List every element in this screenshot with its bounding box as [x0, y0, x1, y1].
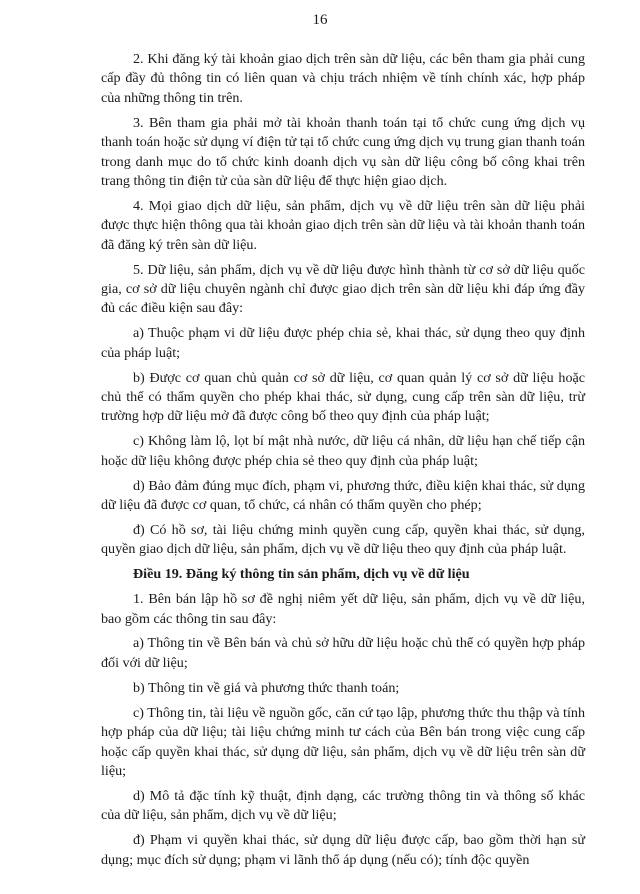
paragraph-item-d: d) Bảo đảm đúng mục đích, phạm vi, phương thức, điều kiện khai thác, sử dụng dữ liệu đã được cơ quan, tổ chức, cá nhân có thẩm quyền cho phép; [101, 477, 585, 514]
paragraph-item-dd: đ) Có hồ sơ, tài liệu chứng minh quyền cung cấp, quyền khai thác, sử dụng, quyền giao dịch dữ liệu, sản phẩm, dịch vụ về dữ liệu theo quy định của pháp luật. [101, 521, 585, 558]
paragraph-art19-item-a: a) Thông tin về Bên bán và chủ sở hữu dữ liệu hoặc chủ thể có quyền hợp pháp đối với dữ liệu; [101, 635, 585, 671]
paragraph-clause-3: 3. Bên tham gia phải mở tài khoản thanh toán tại tổ chức cung ứng dịch vụ thanh toán hoặc sử dụng ví điện tử tại tổ chức cung ứng dịch vụ trung gian thanh toán trong danh mục do tổ chức kinh doanh dịch vụ sàn dữ liệu công bố công khai trên trang thông tin điện tử của sàn dữ liệu để thực hiện giao dịch. [101, 114, 585, 189]
paragraph-item-b: b) Được cơ quan chủ quản cơ sở dữ liệu, cơ quan quản lý cơ sở dữ liệu hoặc chủ thể có thẩm quyền cho phép khai thác, sử dụng, cung cấp trên sàn dữ liệu, trừ trường hợp dữ liệu mở đã được công bố theo quy định của pháp luật; [101, 369, 585, 425]
paragraph-clause-2: 2. Khi đăng ký tài khoản giao dịch trên sàn dữ liệu, các bên tham gia phải cung cấp đầy đủ thông tin có liên quan và chịu trách nhiệm về tính chính xác, hợp pháp của những thông tin trên. [101, 51, 585, 106]
paragraph-art19-item-b: b) Thông tin về giá và phương thức thanh toán; [133, 679, 400, 696]
paragraph-art19-item-dd: đ) Phạm vi quyền khai thác, sử dụng dữ liệu được cấp, bao gồm thời hạn sử dụng; mục đích sử dụng; phạm vi lãnh thổ áp dụng (nếu có); tính độc quyền [101, 832, 585, 868]
paragraph-item-c: c) Không làm lộ, lọt bí mật nhà nước, dữ liệu cá nhân, dữ liệu hạn chế tiếp cận hoặc dữ liệu không được phép chia sẻ theo quy định của pháp luật; [101, 433, 585, 469]
paragraph-art19-item-d: d) Mô tả đặc tính kỹ thuật, định dạng, các trường thông tin và thông số khác của dữ liệu, sản phẩm, dịch vụ về dữ liệu; [101, 787, 585, 824]
page-number: 16 [312, 12, 328, 28]
article-19-heading: Điều 19. Đăng ký thông tin sản phẩm, dịch vụ về dữ liệu [133, 566, 470, 583]
paragraph-art19-clause-1: 1. Bên bán lập hồ sơ đề nghị niêm yết dữ liệu, sản phẩm, dịch vụ về dữ liệu, bao gồm các thông tin sau đây: [101, 591, 585, 627]
paragraph-item-a: a) Thuộc phạm vi dữ liệu được phép chia sẻ, khai thác, sử dụng theo quy định của pháp luật; [101, 325, 585, 361]
paragraph-art19-item-c: c) Thông tin, tài liệu về nguồn gốc, căn cứ tạo lập, phương thức thu thập và tính hợp pháp của dữ liệu; tài liệu chứng minh tư cách của Bên bán trong việc cung cấp hoặc cấp quyền khai thác, sử dụng dữ liệu, sản phẩm, dịch vụ về dữ liệu trên sàn dữ liệu; [101, 704, 585, 779]
document-body [101, 50, 585, 875]
paragraph-clause-5: 5. Dữ liệu, sản phẩm, dịch vụ về dữ liệu được hình thành từ cơ sở dữ liệu quốc gia, cơ sở dữ liệu chuyên ngành chỉ được giao dịch trên sàn dữ liệu khi đáp ứng đầy đủ các điều kiện sau đây: [101, 261, 585, 317]
paragraph-clause-4: 4. Mọi giao dịch dữ liệu, sản phẩm, dịch vụ về dữ liệu trên sàn dữ liệu phải được thực hiện thông qua tài khoản giao dịch trên sàn dữ liệu và tài khoản thanh toán đã đăng ký trên sàn dữ liệu. [101, 197, 585, 253]
